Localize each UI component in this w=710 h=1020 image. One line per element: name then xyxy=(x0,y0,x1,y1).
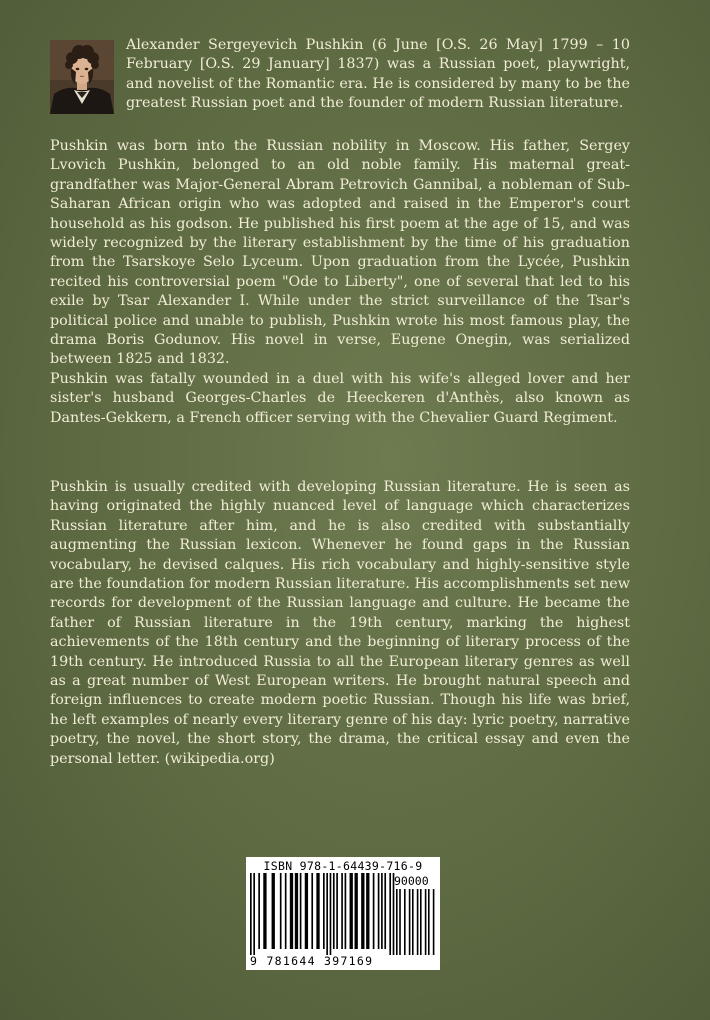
barcode-bar xyxy=(311,873,313,949)
barcode-bar xyxy=(409,889,411,955)
barcode-bar xyxy=(366,873,369,949)
barcode-bar xyxy=(373,873,375,949)
barcode-bar xyxy=(428,889,430,955)
barcode-bar xyxy=(396,889,398,955)
barcode-bar xyxy=(330,873,332,955)
barcode-bar xyxy=(399,889,401,955)
ean-barcode-bars xyxy=(250,873,396,955)
barcode-bar xyxy=(355,873,358,949)
barcode-bar xyxy=(404,889,406,955)
barcode-bar xyxy=(326,873,328,955)
barcode-bar xyxy=(350,873,353,949)
barcode-bar xyxy=(381,873,383,949)
barcode-bar xyxy=(295,873,298,949)
ean-digits: 9 781644 397169 xyxy=(250,954,374,968)
barcode-bar xyxy=(389,873,391,955)
barcode-bar xyxy=(258,873,260,949)
barcode-bar xyxy=(305,873,308,949)
price-addon-bars xyxy=(396,889,436,955)
barcode-bar xyxy=(272,873,275,949)
price-code: 90000 xyxy=(394,874,429,888)
legacy-paragraph: Pushkin is usually credited with developing Russian literature. He is seen as having originated the highly nuanced level of language which characterizes Russian literature after him, and he is also credited with substantially augmenting the Russian lexicon. Whenever he found gaps in the Russian vocabulary, he devised calques. His rich vocabulary and highly-sensitive style are the foundation for modern Russian literature. His accomplishments set new records for development of the Russian language and culture. He became the father of Russian literature in the 19th century, marking the highest achievements of the 18th century and the beginning of literary process of the 19th century. He introduced Russia to all the European literary genres as well as a great number of West European writers. He brought natural speech and foreign influences to create modern poetic Russian. Though his life was brief, he left examples of nearly every literary genre of his day: lyric poetry, narrative poetry, the novel, the short story, the drama, the critical essay and even the personal letter. (wikipedia.org) xyxy=(50,479,630,767)
barcode-bar xyxy=(280,873,282,949)
barcode-bar xyxy=(333,873,335,949)
biography-paragraph: Pushkin was born into the Russian nobility in Moscow. His father, Sergey Lvovich Pushkin, belonged to an old noble family. His maternal great-grandfather was Major-General Abram Petrovich Gannibal, a nobleman of Sub-Saharan African origin who was adopted and raised in the Emperor's court household as his godson. He published his first poem at the age of 15, and was widely recognized by the literary establishment by the time of his graduation from the Tsarskoye Selo Lyceum. Upon graduation from the Lycée, Pushkin recited his controversial poem "Ode to Liberty", one of several that led to his exile by Tsar Alexander I. While under the strict surveillance of the Tsar's political police and unable to publish, Pushkin wrote his most famous play, the drama Boris Godunov. His novel in verse, Eugene Onegin, was serialized between 1825 and 1832. xyxy=(50,138,630,368)
barcode-bar xyxy=(420,889,422,955)
barcode-bar xyxy=(384,873,386,949)
duel-paragraph: Pushkin was fatally wounded in a duel with his wife's alleged lover and her sister's husband Georges-Charles de Heeckeren d'Anthès, also known as Dantes-Gekkern, a French officer serving with the Chevalier Guard Regiment. xyxy=(50,371,630,426)
barcode-bar xyxy=(285,873,287,949)
barcode-bar xyxy=(300,873,302,949)
barcode-bar xyxy=(341,873,343,949)
barcode-bar xyxy=(433,889,435,955)
barcode-bar xyxy=(425,889,427,955)
isbn-barcode xyxy=(246,857,440,970)
barcode-bar xyxy=(361,873,364,949)
author-portrait xyxy=(50,40,114,114)
isbn-label: ISBN 978-1-64439-716-9 xyxy=(263,859,423,873)
barcode-bar xyxy=(417,889,419,955)
barcode-bar xyxy=(412,889,414,955)
barcode-bar xyxy=(378,873,380,949)
barcode-bar xyxy=(316,873,319,949)
barcode-bar xyxy=(253,873,255,955)
barcode-bar xyxy=(323,873,325,949)
barcode-bar xyxy=(336,873,338,949)
barcode-bar xyxy=(250,873,252,955)
barcode-bar xyxy=(263,873,266,949)
intro-paragraph: Alexander Sergeyevich Pushkin (6 June [O.S. 26 May] 1799 – 10 February [O.S. 29 January] 1837) was a Russian poet, playwright, and novelist of the Romantic era. He is considered by many to be the greatest Russian poet and the founder of modern Russian literature. xyxy=(126,37,630,112)
barcode-bar xyxy=(290,873,293,949)
barcode-bar xyxy=(345,873,347,949)
